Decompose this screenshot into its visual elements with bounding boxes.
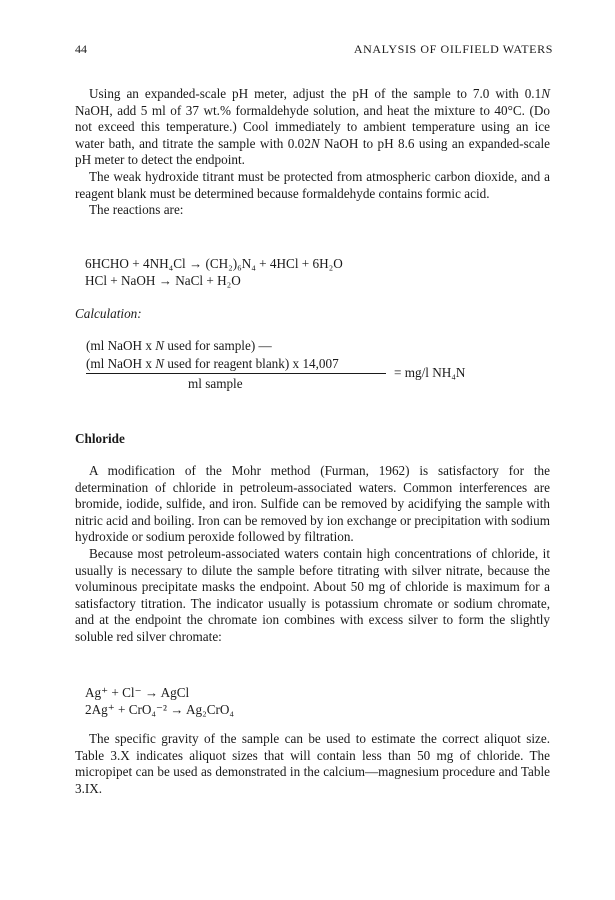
reactions-intro: The reactions are: — [89, 202, 184, 218]
running-head: ANALYSIS OF OILFIELD WATERS — [353, 42, 553, 56]
fraction-bar — [86, 373, 386, 374]
numerator-blank: (ml NaOH x N used for reagent blank) x 14,007 — [86, 356, 339, 371]
reaction-neutralization: HCl + NaOH → NaCl + H₂O — [85, 273, 241, 288]
chloride-paragraph-method: A modification of the Mohr method (Furman, 1962) is satisfactory for the determination of chloride in petroleum-associated waters. Common interferences are bromide, iodide, sulfide, and iron. Sulfide can be removed by acidifying the sample with nitric acid and boiling. Iron can be removed by ion exchange or precipitation with sodium hydroxide or sodium peroxide followed by filtration. — [75, 463, 550, 545]
reaction-formaldehyde: 6HCHO + 4NH₄Cl → (CH₂)₆N₄ + 4HCl + 6H₂O — [85, 256, 343, 271]
procedure-paragraph: Using an expanded-scale pH meter, adjust the pH of the sample to 7.0 with 0.1N NaOH, add 5 ml of 37 wt.% formaldehyde solution, and heat the mixture to 40°C. (Do not exceed this temperature.) Cool immediately to ambient temperature using an ice water bath, and titrate the sample with 0.02N NaOH to pH 8.6 using an expanded-scale pH meter to detect the endpoint. — [75, 86, 550, 168]
chloride-paragraph-aliquot: The specific gravity of the sample can be used to estimate the correct aliquot size. Table 3.X indicates aliquot sizes that will contain less than 50 mg of chloride. The micropipet can be used as demonstrated in the calcium—magnesium procedure and Table 3.IX. — [75, 731, 550, 796]
chloride-paragraph-dilution: Because most petroleum-associated waters contain high concentrations of chloride, it usually is necessary to dilute the sample before titrating with silver nitrate, because the voluminous precipitate masks the endpoint. About 50 mg of chloride is maximum for a satisfactory titration. The indicator usually is potassium chromate or sodium chromate, and at the endpoint the chromate ion combines with excess silver to form the slightly soluble red silver chromate: — [75, 545, 550, 644]
formula-result: = mg/l NH₄N — [394, 365, 466, 380]
procedure-text — [75, 86, 550, 219]
numerator-sample: (ml NaOH x N used for sample) — — [86, 338, 272, 353]
calculation-label: Calculation: — [75, 306, 142, 321]
denominator: ml sample — [188, 376, 243, 391]
calculation-formula — [86, 338, 536, 394]
page-number: 44 — [75, 42, 87, 56]
reaction-silver-chromate: 2Ag⁺ + CrO₄⁻² → Ag₂CrO₄ — [85, 702, 235, 717]
ammonium-reactions — [85, 255, 343, 289]
titrant-note-paragraph: The weak hydroxide titrant must be protected from atmospheric carbon dioxide, and a reagent blank must be determined because formaldehyde contains formic acid. — [75, 168, 550, 201]
chloride-aliquot-text — [75, 731, 550, 797]
page-header — [75, 41, 553, 59]
chloride-text — [75, 463, 550, 646]
section-heading-chloride: Chloride — [75, 431, 125, 446]
chloride-reactions — [85, 684, 234, 718]
reaction-silver-chloride: Ag⁺ + Cl⁻ → AgCl — [85, 685, 190, 700]
